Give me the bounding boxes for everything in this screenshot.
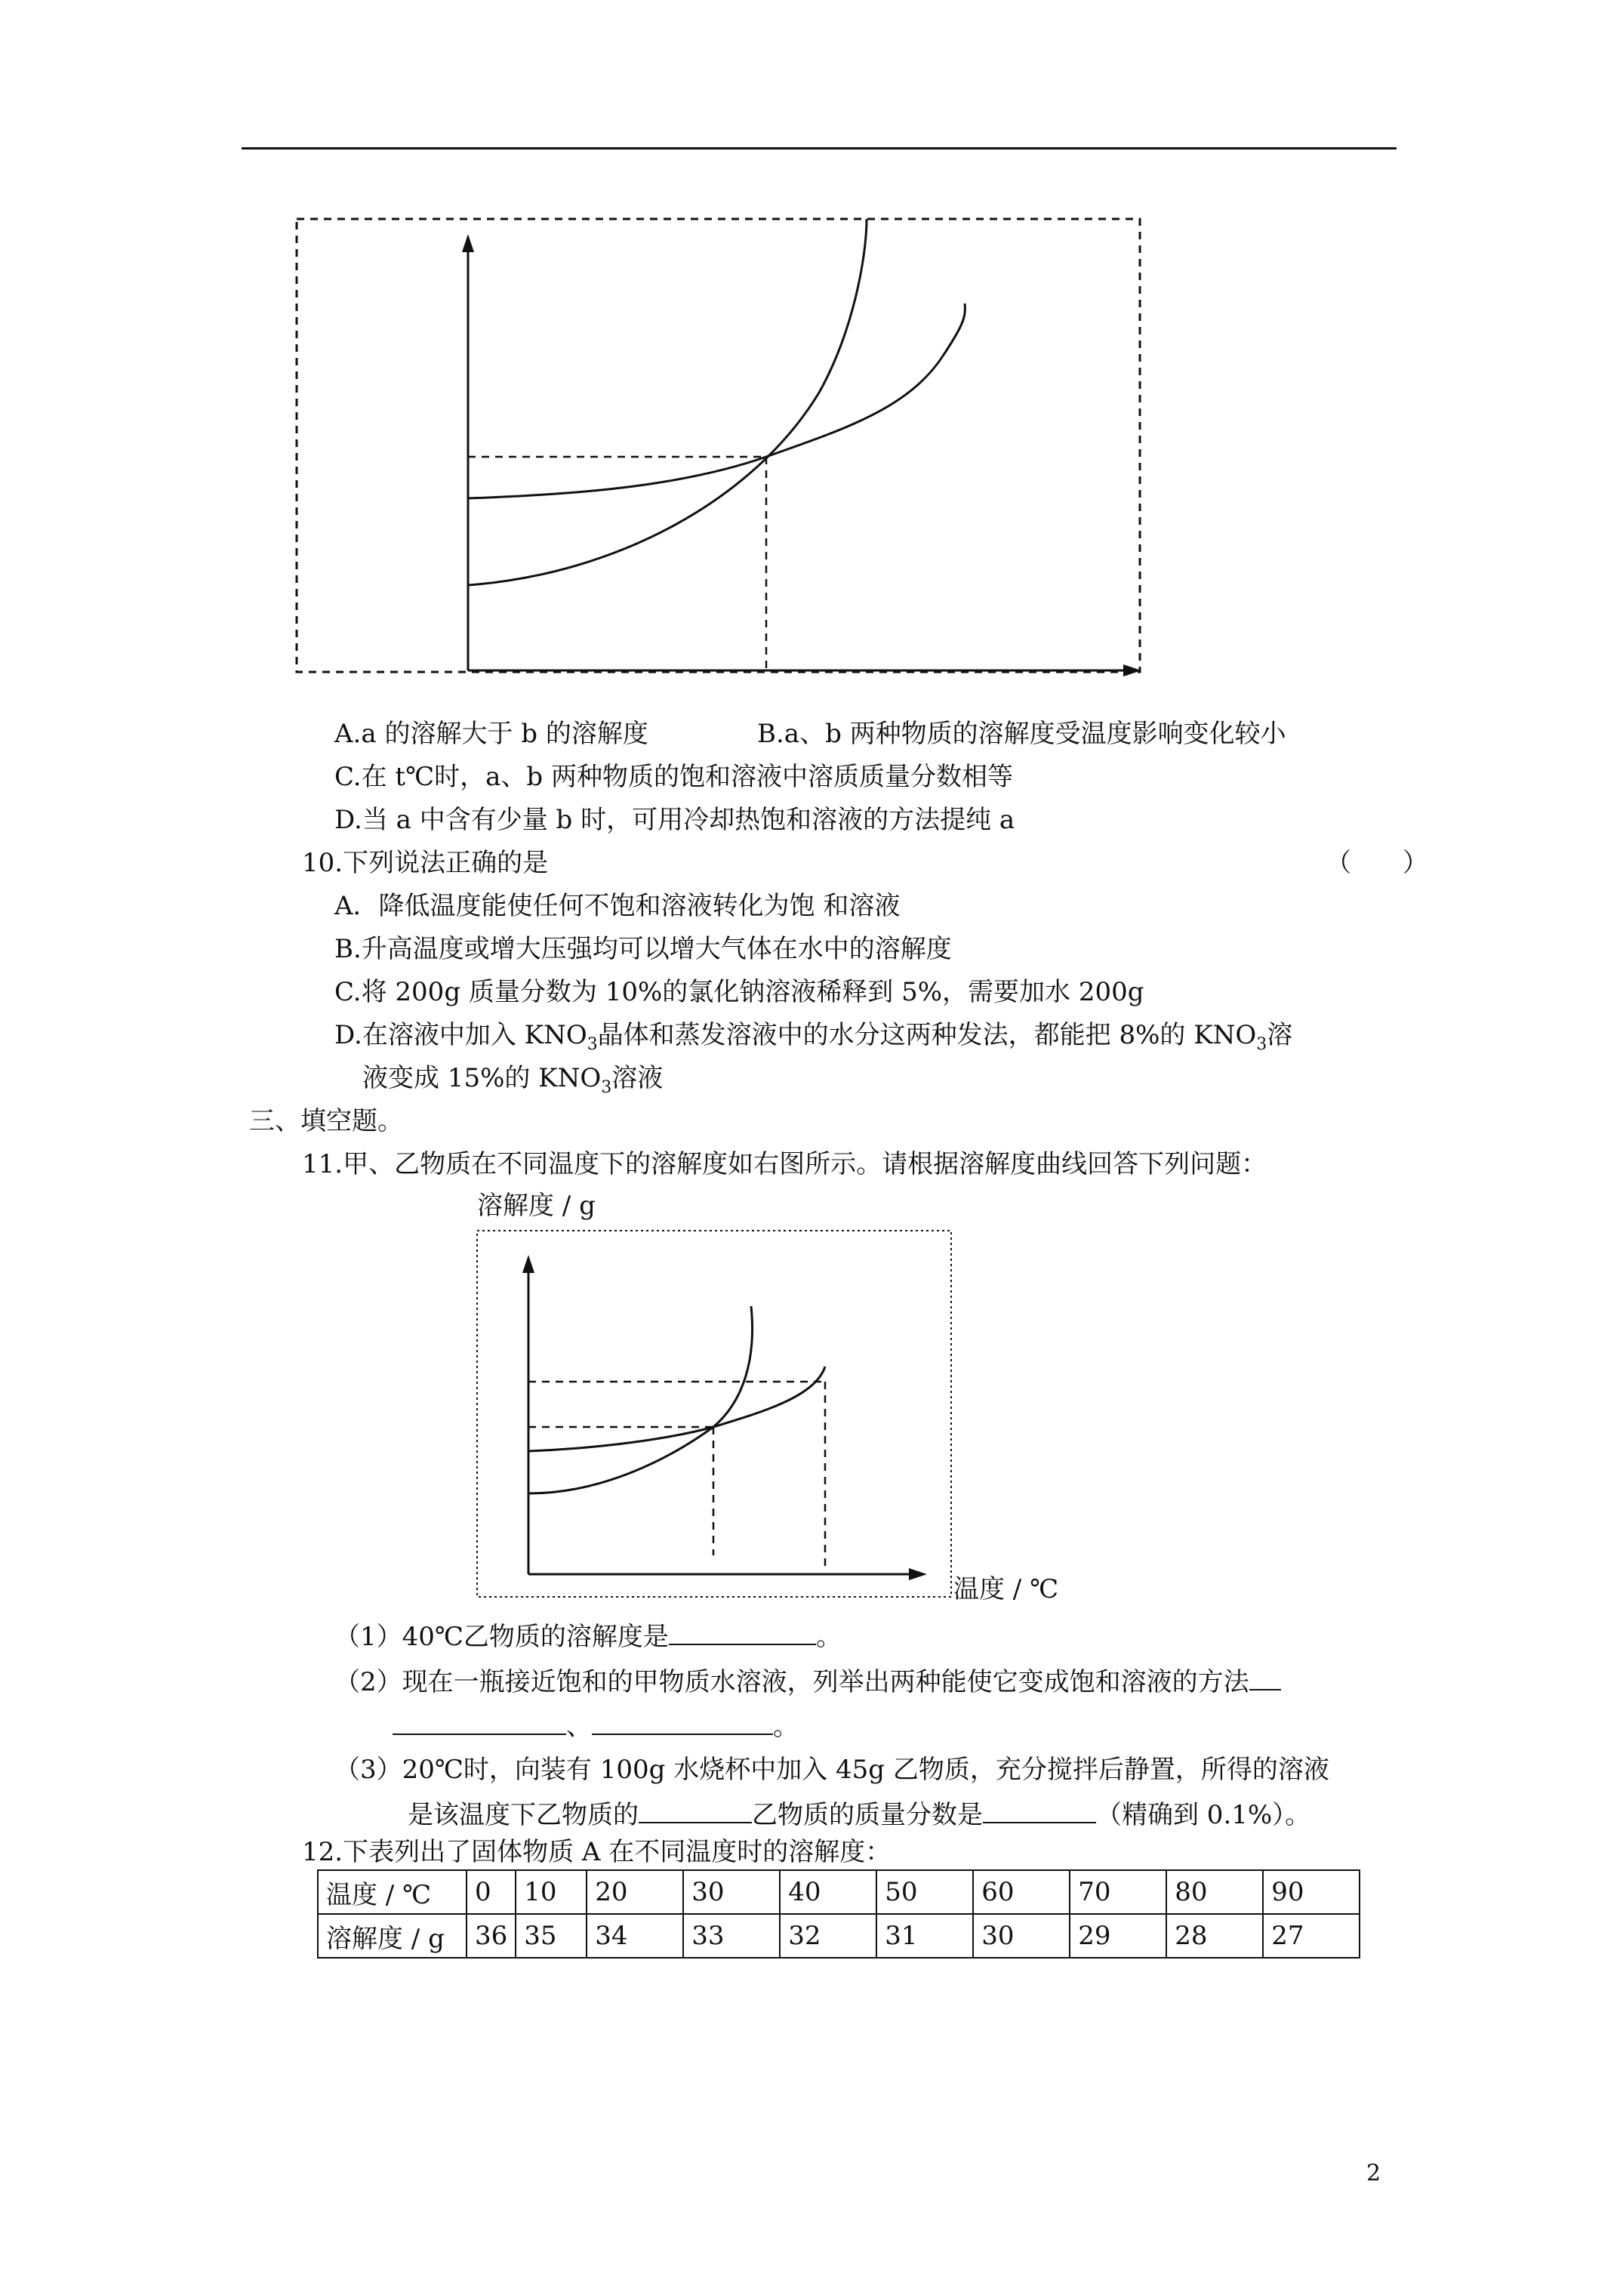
q10-option-b: B.升高温度或增大压强均可以增大气体在水中的溶解度 bbox=[334, 934, 952, 964]
q10-answer-bracket: （ ） bbox=[1326, 848, 1428, 878]
q11-part2-blank-a[interactable] bbox=[393, 1711, 566, 1735]
q9-option-a: A.a 的溶解大于 b 的溶解度 bbox=[334, 719, 648, 749]
q11-part3-blank-b[interactable] bbox=[983, 1799, 1096, 1823]
table-cell: 36 bbox=[467, 1914, 516, 1958]
q10-option-c: C.将 200g 质量分数为 10%的氯化钠溶液稀释到 5%，需要加水 200g bbox=[334, 977, 1144, 1007]
table-cell: 90 bbox=[1263, 1870, 1360, 1914]
table-cell: 60 bbox=[973, 1870, 1070, 1914]
table-cell: 20 bbox=[587, 1870, 683, 1914]
q9-option-c: C.在 t℃时，a、b 两种物质的饱和溶液中溶质质量分数相等 bbox=[334, 762, 1013, 792]
q9-option-b: B.a、b 两种物质的溶解度受温度影响变化较小 bbox=[757, 719, 1286, 749]
section-title: 三、填空题。 bbox=[249, 1106, 403, 1136]
table-cell: 80 bbox=[1166, 1870, 1263, 1914]
table-cell: 40 bbox=[780, 1870, 876, 1914]
table-row bbox=[318, 1870, 1360, 1914]
table-cell: 28 bbox=[1166, 1914, 1263, 1958]
q11-part3-blank-a[interactable] bbox=[639, 1799, 752, 1823]
q12-solubility-table bbox=[317, 1869, 1360, 1959]
table-cell: 温度 / ℃ bbox=[318, 1870, 467, 1914]
table-cell: 30 bbox=[683, 1870, 780, 1914]
table-cell: 35 bbox=[516, 1914, 587, 1958]
q10-option-d-line2: 液变成 15%的 $KNO_3$溶液 bbox=[362, 1063, 664, 1097]
table-cell: 70 bbox=[1070, 1870, 1166, 1914]
table-cell: 溶解度 / g bbox=[318, 1914, 467, 1958]
table-cell: 10 bbox=[516, 1870, 587, 1914]
table-cell: 29 bbox=[1070, 1914, 1166, 1958]
table-cell: 27 bbox=[1263, 1914, 1360, 1958]
q11-part2-line2: 、 。 bbox=[393, 1711, 799, 1740]
q11-y-arrow bbox=[522, 1255, 534, 1273]
q11-part2-blank-a-lead[interactable] bbox=[1249, 1666, 1281, 1690]
q11-part1-blank[interactable] bbox=[669, 1621, 816, 1645]
q11-part1: （1）40℃乙物质的溶解度是 。 bbox=[334, 1622, 842, 1652]
q11-x-axis-label: 温度 / ℃ bbox=[953, 1574, 1059, 1604]
table-cell: 50 bbox=[876, 1870, 973, 1914]
q9-option-d: D.当 a 中含有少量 b 时，可用冷却热饱和溶液的方法提纯 a bbox=[334, 805, 1015, 835]
table-cell: 31 bbox=[876, 1914, 973, 1958]
page-number: 2 bbox=[1366, 2160, 1381, 2187]
q11-part3-line2: 是该温度下乙物质的 乙物质的质量分数是 （精确到 0.1%）。 bbox=[408, 1800, 1311, 1830]
q11-part3-line1: （3）20℃时，向装有 100g 水烧杯中加入 45g 乙物质，充分搅拌后静置，所得的溶液 bbox=[334, 1755, 1329, 1785]
q10-option-a: A．降低温度能使任何不饱和溶液转化为饱 和溶液 bbox=[334, 891, 901, 921]
q10-option-d-line1: D.在溶液中加入 $KNO_3$晶体和蒸发溶液中的水分这两种发法，都能把 8%的 $KNO_3$溶 bbox=[334, 1020, 1293, 1054]
table-cell: 33 bbox=[683, 1914, 780, 1958]
q11-x-arrow bbox=[909, 1568, 927, 1580]
table-cell: 30 bbox=[973, 1914, 1070, 1958]
table-cell: 0 bbox=[467, 1870, 516, 1914]
q11-y-axis-label: 溶解度 / g bbox=[477, 1191, 596, 1221]
q11-stem: 11.甲、乙物质在不同温度下的溶解度如右图所示。请根据溶解度曲线回答下列问题： bbox=[302, 1149, 1267, 1179]
q11-curve-yi bbox=[528, 1367, 825, 1451]
table-cell: 34 bbox=[587, 1914, 683, 1958]
table-cell: 32 bbox=[780, 1914, 876, 1958]
q11-part2-line1: （2）现在一瓶接近饱和的甲物质水溶液，列举出两种能使它变成饱和溶液的方法 bbox=[334, 1666, 1281, 1695]
table-row bbox=[318, 1914, 1360, 1958]
q11-curve-jia bbox=[528, 1306, 753, 1493]
q11-part2-blank-b[interactable] bbox=[592, 1711, 773, 1735]
q12-stem: 12.下表列出了固体物质 A 在不同温度时的溶解度： bbox=[302, 1837, 892, 1867]
q10-stem: 10.下列说法正确的是 bbox=[302, 848, 549, 878]
